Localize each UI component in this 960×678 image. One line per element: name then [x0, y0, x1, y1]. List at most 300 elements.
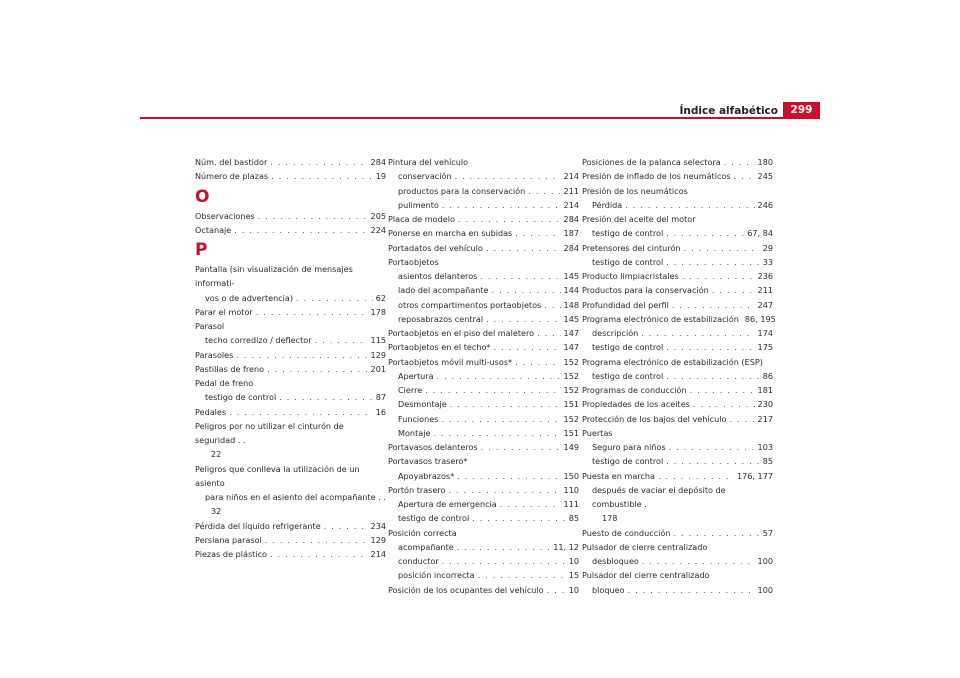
page-reference: 245	[757, 171, 773, 182]
page-reference: 236	[757, 271, 773, 281]
index-entry	[582, 212, 773, 226]
entry-row	[388, 226, 579, 240]
dot-leader	[625, 198, 754, 212]
entry-text: Protección de los bajos del vehículo	[582, 413, 727, 424]
dot-leader	[229, 405, 373, 419]
index-entry	[582, 383, 773, 397]
entry-row	[388, 241, 579, 255]
index-entry	[388, 283, 579, 297]
page-reference: 10	[568, 556, 579, 566]
entry-text: Apertura	[398, 370, 434, 381]
entry-row	[195, 533, 386, 547]
entry-text: conductor	[398, 556, 439, 566]
index-column-1	[195, 155, 386, 561]
entry-text: acompañante	[398, 541, 454, 552]
entry-text: testigo de control	[592, 228, 664, 239]
page-reference: 174	[757, 328, 773, 338]
page-reference: 150	[563, 470, 579, 481]
entry-row	[388, 469, 579, 483]
dot-leader	[734, 169, 755, 183]
entry-row	[388, 369, 579, 383]
index-entry	[582, 554, 773, 568]
entry-text: Pretensores del cinturón	[582, 242, 681, 253]
index-entry	[582, 283, 773, 297]
entry-text: Cierre	[398, 385, 423, 395]
page-reference: 32	[211, 506, 222, 517]
section-letter: O	[195, 186, 210, 207]
entry-heading: Portavasos trasero*	[388, 456, 468, 467]
entry-row	[388, 198, 579, 212]
dot-leader	[236, 348, 367, 362]
entry-row	[582, 369, 773, 383]
entry-text: Programas de conducción	[582, 385, 687, 395]
dot-leader	[666, 255, 759, 269]
page-reference: 246	[757, 199, 773, 210]
dot-leader	[712, 283, 755, 297]
entry-text: pulimento	[398, 199, 439, 210]
page-reference: 67, 84	[747, 228, 773, 239]
index-entry	[388, 355, 579, 369]
entry-heading: Pintura del vehículo	[388, 157, 469, 167]
index-column-3	[582, 155, 776, 597]
index-entry	[582, 540, 773, 554]
index-entry	[195, 362, 386, 376]
entry-text: Desmontaje	[398, 399, 447, 410]
page-reference: 180	[757, 157, 773, 167]
entry-row	[582, 440, 773, 454]
entry-text: bloqueo	[592, 584, 625, 595]
index-entry	[582, 312, 776, 326]
page-reference: 85	[568, 513, 579, 524]
page-reference: 33	[762, 256, 773, 267]
index-entry	[582, 526, 773, 540]
dot-leader	[480, 269, 560, 283]
index-entry	[195, 319, 386, 333]
entry-row	[582, 526, 773, 540]
entry-text: Productos para la conservación	[582, 285, 709, 296]
dot-leader	[437, 369, 561, 383]
entry-row	[388, 540, 579, 554]
dot-leader	[448, 483, 560, 497]
entry-row	[582, 226, 773, 240]
index-entry	[388, 412, 579, 426]
entry-row	[582, 454, 773, 468]
entry-text: conservación	[398, 171, 452, 182]
entry-text: Apertura de emergencia	[398, 499, 497, 509]
entry-row	[195, 223, 386, 237]
index-entry	[388, 312, 579, 326]
entry-text: Montaje	[398, 427, 431, 438]
index-entry	[582, 355, 773, 369]
index-entry	[195, 419, 386, 462]
page-reference: 214	[563, 199, 579, 210]
entry-row	[195, 305, 386, 319]
entry-row	[388, 283, 579, 297]
entry-row	[195, 169, 386, 183]
entry-text: Portaobjetos móvil multi-usos*	[388, 356, 513, 367]
entry-row	[388, 511, 579, 525]
entry-text: Presión de inflado de los neumáticos	[582, 171, 731, 182]
page-reference: 147	[563, 328, 579, 338]
index-entry	[195, 262, 386, 305]
dot-leader	[450, 397, 561, 411]
page-reference: 103	[757, 442, 773, 452]
page-reference: 19	[375, 171, 386, 182]
index-entry	[195, 376, 386, 390]
index-entry	[388, 298, 579, 312]
page-reference: 152	[563, 413, 579, 424]
entry-text: Ponerse en marcha en subidas	[388, 228, 513, 239]
entry-text: Octanaje	[195, 224, 232, 235]
dot-leader	[442, 554, 566, 568]
dot-leader	[672, 298, 755, 312]
index-entry	[388, 497, 579, 511]
entry-row	[195, 291, 386, 305]
index-entry	[582, 198, 773, 212]
page-reference: 284	[563, 214, 579, 224]
entry-row	[388, 583, 579, 597]
dot-leader	[433, 426, 560, 440]
page-reference: 284	[563, 242, 579, 253]
index-entry	[388, 241, 579, 255]
entry-text: Piezas de plástico	[195, 549, 268, 559]
entry-text: Peligros que conlleva la utilización de un asiento	[195, 463, 360, 488]
page-reference: 11, 12	[553, 541, 579, 552]
index-entry	[582, 255, 773, 269]
entry-heading: Presión del aceite del motor	[582, 214, 696, 224]
header-rule	[140, 117, 820, 119]
entry-text: Pantalla (sin visualización de mensajes informati-	[195, 264, 353, 289]
index-entry	[582, 568, 773, 582]
index-entry	[388, 483, 579, 497]
page-reference: 247	[757, 299, 773, 310]
index-entry	[388, 397, 579, 411]
index-entry	[582, 583, 773, 597]
index-entry	[388, 426, 579, 440]
page-reference: 176, 177	[736, 470, 773, 481]
entry-text: techo corredizo / deflector	[205, 335, 312, 346]
entry-text: Apoyabrazos*	[398, 470, 455, 481]
entry-row	[388, 184, 579, 198]
entry-row	[388, 212, 579, 226]
section-letter: P	[195, 240, 208, 260]
entry-heading: Pulsador del cierre centralizado	[582, 570, 710, 581]
entry-row	[388, 169, 579, 183]
dot-leader	[478, 568, 566, 582]
entry-text: Posición de los ocupantes del vehículo	[388, 584, 544, 595]
page-title: Índice alfabético	[679, 105, 778, 117]
page-reference: 86, 195	[744, 313, 776, 324]
entry-row	[388, 497, 579, 511]
entry-row	[582, 340, 773, 354]
index-entry	[195, 462, 386, 519]
dot-leader	[267, 362, 367, 376]
index-entry	[388, 269, 579, 283]
dot-leader	[458, 212, 561, 226]
entry-row	[582, 397, 773, 411]
dot-leader	[265, 533, 368, 547]
entry-text: Portadatos del vehículo	[388, 242, 483, 253]
page-reference: 148	[563, 299, 579, 310]
dot-leader	[666, 369, 759, 383]
entry-heading: Pulsador de cierre centralizado	[582, 541, 708, 552]
index-entry	[582, 454, 773, 468]
entry-text: Persiana parasol	[195, 534, 262, 545]
entry-row	[582, 269, 773, 283]
entry-row	[195, 333, 386, 347]
page-reference: 15	[568, 570, 579, 581]
index-entry	[388, 554, 579, 568]
index-entry	[388, 540, 579, 554]
index-entry	[195, 305, 386, 319]
index-entry	[388, 226, 579, 240]
entry-row	[582, 155, 773, 169]
dot-leader	[642, 554, 755, 568]
entry-text: lado del acompañante	[398, 285, 489, 296]
index-entry	[388, 198, 579, 212]
page-reference: 217	[757, 413, 773, 424]
entry-text: Parar el motor	[195, 306, 253, 317]
entry-row	[582, 469, 773, 483]
dot-leader	[500, 497, 561, 511]
dot-leader	[425, 383, 560, 397]
index-entry	[582, 226, 773, 240]
entry-row	[582, 326, 773, 340]
page-reference: 22	[211, 449, 222, 460]
entry-text: Programa electrónico de estabilización	[582, 313, 739, 324]
dot-leader	[455, 169, 561, 183]
index-entry	[582, 426, 773, 440]
entry-row	[582, 241, 773, 255]
dot-leader	[486, 241, 561, 255]
entry-text: Seguro para niños	[592, 442, 666, 452]
entry-row	[195, 547, 386, 561]
page-reference: 100	[757, 584, 773, 595]
index-entry	[195, 223, 386, 237]
dot-leader	[666, 454, 759, 468]
entry-row	[195, 209, 386, 223]
index-entry	[388, 340, 579, 354]
entry-row	[582, 283, 773, 297]
page-number: 299	[783, 102, 820, 118]
entry-row	[582, 554, 773, 568]
index-entry	[388, 454, 579, 468]
dot-leader	[315, 333, 368, 347]
index-entry	[195, 333, 386, 347]
index-column-2	[388, 155, 579, 597]
entry-row	[582, 412, 773, 426]
dot-leader	[492, 283, 561, 297]
page-reference: 230	[757, 399, 773, 410]
entry-text: Producto limpiacristales	[582, 271, 679, 281]
dot-leader	[724, 155, 755, 169]
dot-leader	[515, 226, 560, 240]
entry-text: testigo de control	[592, 342, 664, 353]
index-entry	[195, 390, 386, 404]
entry-row	[388, 568, 579, 582]
entry-text: Portón trasero	[388, 484, 446, 495]
entry-row	[388, 383, 579, 397]
entry-text: Placa de modelo	[388, 214, 455, 224]
entry-row	[195, 390, 386, 404]
index-entry	[195, 547, 386, 561]
entry-row	[388, 483, 579, 497]
index-entry	[388, 184, 579, 198]
dot-leader	[324, 519, 368, 533]
page-reference: 178	[370, 306, 386, 317]
dot-leader	[673, 526, 759, 540]
dot-leader	[441, 412, 560, 426]
index-entry	[582, 397, 773, 411]
index-entry	[582, 169, 773, 183]
entry-row	[582, 312, 776, 326]
dot-leader	[270, 547, 368, 561]
entry-row	[388, 412, 579, 426]
entry-text: productos para la conservación	[398, 185, 526, 196]
dot-leader	[547, 583, 566, 597]
page-reference: 111	[563, 499, 579, 509]
page-reference: 175	[757, 342, 773, 353]
page-reference: 100	[757, 556, 773, 566]
entry-text: Funciones	[398, 413, 439, 424]
page-reference: 211	[563, 185, 579, 196]
page-reference: 205	[370, 210, 386, 221]
entry-text: testigo de control	[592, 256, 664, 267]
entry-text: Núm. del bastidor	[195, 157, 268, 167]
index-entry	[195, 169, 386, 183]
page-reference: 214	[563, 171, 579, 182]
dot-leader	[684, 241, 760, 255]
page-reference: 145	[563, 313, 579, 324]
dot-leader	[669, 440, 755, 454]
entry-text: Pastillas de freno	[195, 363, 265, 374]
dot-leader	[472, 511, 565, 525]
entry-text: descripción	[592, 328, 639, 338]
dot-leader	[493, 340, 560, 354]
page-reference: 152	[563, 385, 579, 395]
entry-text: Puesta en marcha	[582, 470, 655, 481]
entry-text: Puesto de conducción	[582, 527, 671, 538]
page-reference: 151	[563, 427, 579, 438]
dot-leader	[270, 155, 367, 169]
entry-row	[388, 269, 579, 283]
dot-leader	[690, 383, 755, 397]
page-reference: 201	[370, 363, 386, 374]
index-entry	[582, 184, 773, 198]
entry-row	[582, 255, 773, 269]
entry-row	[582, 298, 773, 312]
entry-text: desbloqueo	[592, 556, 639, 566]
entry-text: testigo de control	[592, 456, 664, 467]
entry-row	[582, 583, 773, 597]
entry-text: Peligros por no utilizar el cinturón de seguridad . .	[195, 420, 344, 445]
entry-heading: Portaobjetos	[388, 256, 439, 267]
dot-leader	[486, 312, 560, 326]
index-entry	[388, 469, 579, 483]
page-reference: 147	[563, 342, 579, 353]
index-entry	[582, 269, 773, 283]
dot-leader	[481, 440, 561, 454]
entry-row	[388, 440, 579, 454]
entry-text: vos o de advertencia)	[205, 292, 294, 303]
page-reference: 57	[762, 527, 773, 538]
page-reference: 129	[370, 349, 386, 360]
entry-text-continued: para niños en el asiento del acompañante . .	[205, 492, 386, 502]
index-entry	[582, 440, 773, 454]
page-reference: 115	[370, 335, 386, 346]
page-reference: 129	[370, 534, 386, 545]
dot-leader	[442, 198, 561, 212]
entry-text: reposabrazos central	[398, 313, 484, 324]
page-reference: 62	[375, 292, 386, 303]
entry-heading: Posición correcta	[388, 527, 457, 538]
index-entry	[582, 469, 773, 483]
entry-text: Número de plazas	[195, 171, 269, 182]
entry-row	[582, 383, 773, 397]
index-entry	[195, 533, 386, 547]
index-entry	[582, 326, 773, 340]
page-reference: 144	[563, 285, 579, 296]
entry-text: testigo de control	[592, 370, 664, 381]
page-reference: 224	[370, 224, 386, 235]
page-reference: 151	[563, 399, 579, 410]
page-reference: 187	[563, 228, 579, 239]
index-entry	[582, 340, 773, 354]
entry-heading: Programa electrónico de estabilización (ESP)	[582, 356, 763, 367]
entry-text: otros compartimentos portaobjetos	[398, 299, 542, 310]
dot-leader	[658, 469, 734, 483]
index-entry	[195, 405, 386, 419]
index-entry	[388, 511, 579, 525]
entry-row	[582, 169, 773, 183]
page-reference: 211	[757, 285, 773, 296]
dot-leader	[258, 209, 368, 223]
index-entry	[582, 241, 773, 255]
page-reference: 152	[563, 370, 579, 381]
page-reference: 87	[375, 392, 386, 403]
entry-text: Pedales	[195, 406, 227, 417]
entry-text: Pérdida del líquido refrigerante	[195, 520, 321, 531]
page-reference: 29	[762, 242, 773, 253]
page-reference: 86	[762, 370, 773, 381]
dot-leader	[628, 583, 755, 597]
index-entry	[388, 568, 579, 582]
index-entry	[582, 155, 773, 169]
entry-text: testigo de control	[398, 513, 470, 524]
index-entry	[388, 255, 579, 269]
entry-row	[388, 426, 579, 440]
dot-leader	[528, 184, 560, 198]
index-entry	[388, 583, 579, 597]
page-reference: 16	[375, 406, 386, 417]
index-entry	[388, 326, 579, 340]
index-entry	[388, 383, 579, 397]
page-reference: 85	[762, 456, 773, 467]
entry-row	[195, 155, 386, 169]
dot-leader	[693, 397, 755, 411]
entry-row	[388, 340, 579, 354]
entry-row	[195, 348, 386, 362]
entry-text: Parasoles	[195, 349, 234, 360]
entry-text: Observaciones	[195, 210, 255, 221]
page-reference: 214	[370, 549, 386, 559]
entry-row	[388, 298, 579, 312]
entry-text: Portaobjetos en el piso del maletero	[388, 328, 535, 338]
page-reference: 149	[563, 442, 579, 452]
entry-row	[388, 312, 579, 326]
dot-leader	[256, 305, 368, 319]
dot-leader	[457, 540, 551, 554]
